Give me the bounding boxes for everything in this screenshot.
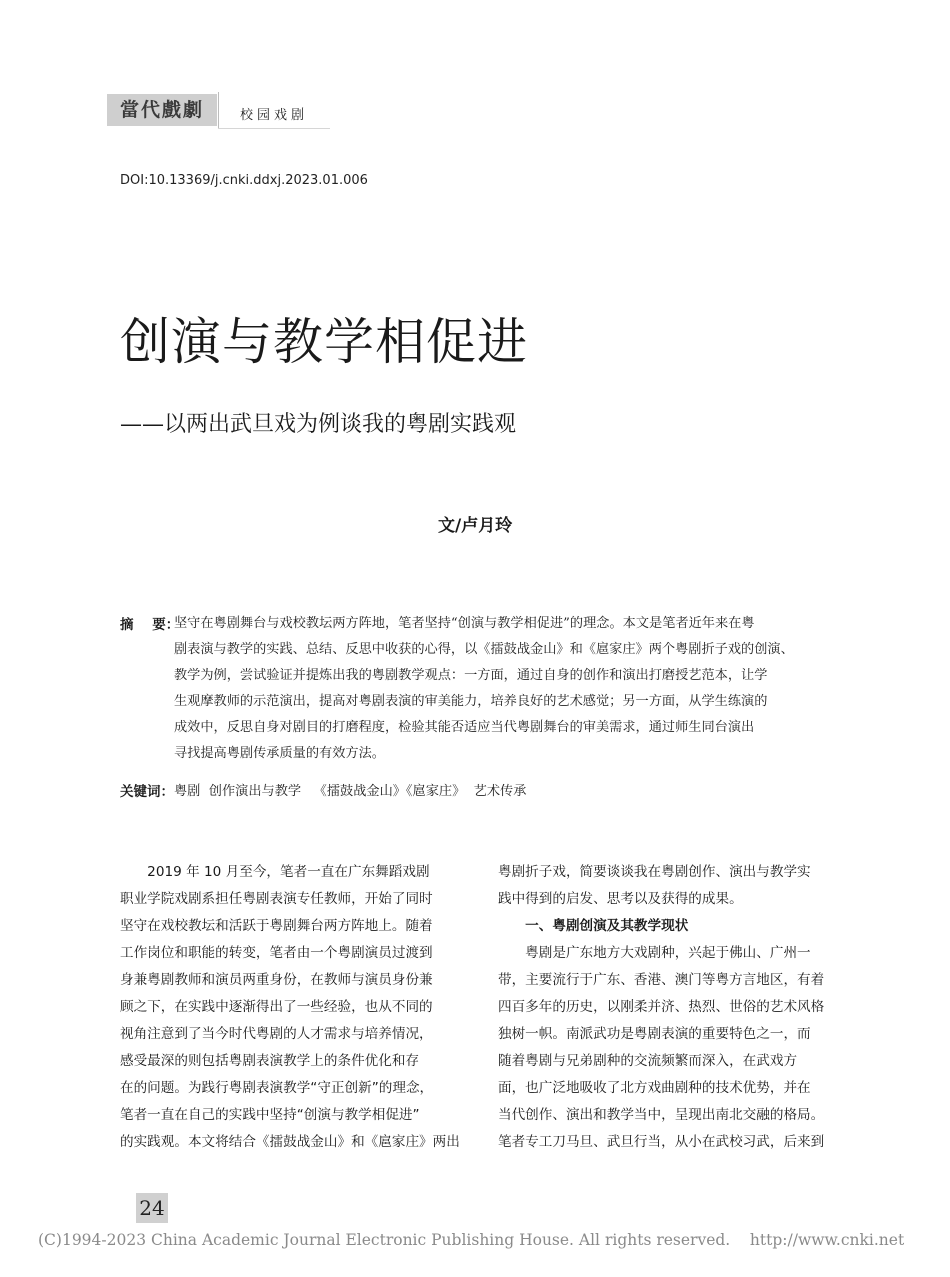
body-line: 顾之下，在实践中逐渐得出了一些经验，也从不同的 [120,999,433,1015]
body-line: 坚守在戏校教坛和活跃于粤剧舞台两方阵地上。随着 [120,918,433,934]
body-line: 职业学院戏剧系担任粤剧表演专任教师，开始了同时 [120,891,433,907]
header-divider-vertical [218,92,219,128]
body-line: 独树一帜。南派武功是粤剧表演的重要特色之一，而 [498,1026,811,1042]
abstract-line: 坚守在粤剧舞台与戏校教坛两方阵地，笔者坚持“创演与教学相促进”的理念。本文是笔者近年来在粤 [174,616,755,631]
body-line: 的实践观。本文将结合《擂鼓战金山》和《扈家庄》两出 [120,1134,460,1150]
body-line: 身兼粤剧教师和演员两重身份，在教师与演员身份兼 [120,972,433,988]
body-line: 笔者一直在自己的实践中坚持“创演与教学相促进” [120,1107,420,1123]
abstract-label: 摘 要： [120,617,180,633]
abstract-text [174,611,846,767]
keywords-label: 关键词： [120,784,174,800]
section-heading: 一、粤剧创演及其教学现状 [498,918,689,934]
body-column-left [120,859,460,1156]
body-line: 视角注意到了当今时代粤剧的人才需求与培养情况， [120,1026,433,1042]
section-name: 校园戏剧 [240,108,309,123]
body-line: 面，也广泛地吸收了北方戏曲剧种的技术优势，并在 [498,1080,811,1096]
page-number: 24 [136,1193,168,1223]
body-line: 随着粤剧与兄弟剧种的交流频繁而深入，在武戏方 [498,1053,798,1069]
body-line: 粤剧是广东地方大戏剧种，兴起于佛山、广州一 [498,945,811,961]
article-subtitle: ——以两出武旦戏为例谈我的粤剧实践观 [120,412,517,437]
abstract-line: 剧表演与教学的实践、总结、反思中收获的心得，以《擂鼓战金山》和《扈家庄》两个粤剧折子戏的创演、 [174,642,794,657]
body-column-right [498,859,848,1156]
body-line: 笔者专工刀马旦、武旦行当，从小在武校习武，后来到 [498,1134,825,1150]
keywords-text: 粤剧 创作演出与教学 《擂鼓战金山》《扈家庄》 艺术传承 [174,784,527,799]
body-line: 2019 年 10 月至今，笔者一直在广东舞蹈戏剧 [120,864,430,880]
body-line: 粤剧折子戏，简要谈谈我在粤剧创作、演出与教学实 [498,864,811,880]
body-line: 四百多年的历史，以刚柔并济、热烈、世俗的艺术风格 [498,999,825,1015]
body-line: 感受最深的则包括粤剧表演教学上的条件优化和存 [120,1053,420,1069]
abstract-line: 寻找提高粤剧传承质量的有效方法。 [174,746,385,761]
abstract-line: 教学为例，尝试验证并提炼出我的粤剧教学观点：一方面，通过自身的创作和演出打磨授艺范本，让学 [174,668,768,683]
copyright-footer: (C)1994-2023 China Academic Journal Electronic Publishing House. All rights reserved. http://www.cnki.net [38,1231,905,1249]
journal-logo: 當代戲劇 [107,94,217,126]
article-title: 创演与教学相促进 [120,313,528,371]
body-line: 践中得到的启发、思考以及获得的成果。 [498,891,743,907]
body-line: 在的问题。为践行粤剧表演教学“守正创新”的理念， [120,1080,434,1096]
abstract-line: 生观摩教师的示范演出，提高对粤剧表演的审美能力，培养良好的艺术感觉；另一方面，从学生练演的 [174,694,768,709]
body-line: 当代创作、演出和教学当中，呈现出南北交融的格局。 [498,1107,825,1123]
header-divider-horizontal [218,128,330,129]
doi: DOI:10.13369/j.cnki.ddxj.2023.01.006 [120,173,368,188]
author-byline: 文/卢月玲 [438,516,513,536]
body-line: 带，主要流行于广东、香港、澳门等粤方言地区，有着 [498,972,825,988]
abstract-line: 成效中，反思自身对剧目的打磨程度，检验其能否适应当代粤剧舞台的审美需求，通过师生同台演出 [174,720,755,735]
body-line: 工作岗位和职能的转变，笔者由一个粤剧演员过渡到 [120,945,433,961]
